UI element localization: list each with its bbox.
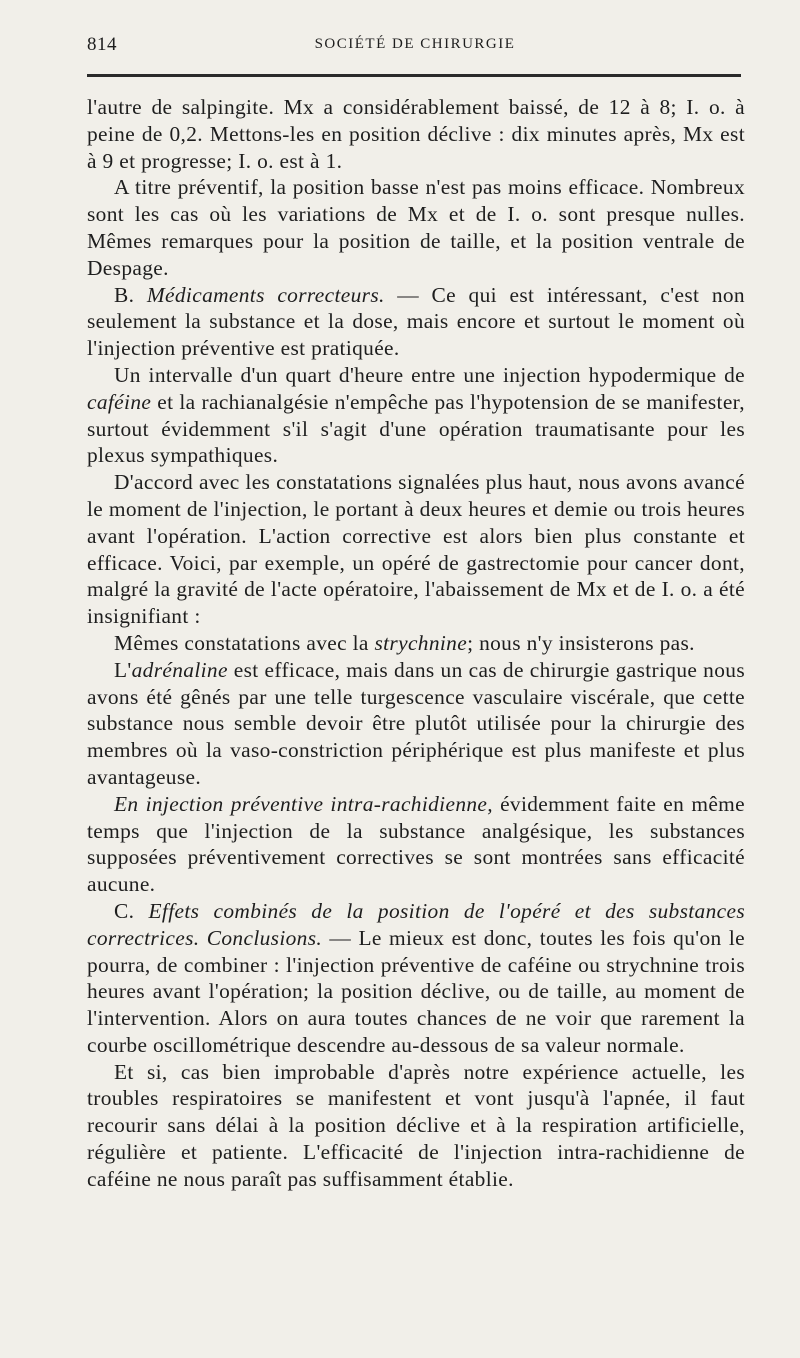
paragraph-p2 [87,174,745,281]
paragraph-p3 [87,282,745,362]
text-segment: D'accord avec les constatations signalées plus haut, nous avons avancé le moment de l'injection, le portant à deux heures et demie ou trois heures avant l'opération. L'action corrective est alors bien plus constante et efficace. Voici, par exemple, un opéré de gastrectomie pour cancer dont, malgré la gravité de l'acte opératoire, l'abaissement de Mx et de I. o. a été insignifiant : [87,470,745,629]
text-segment: C. [114,898,149,923]
page-header [87,30,743,60]
body-text [87,94,745,1193]
text-segment: — Le mieux est donc, toutes les fois qu'on le pourra, de combiner : l'injection préventive de caféine ou strychnine trois heures avant l'opération; la position déclive, ou de taille, au moment de l'intervention. Alors on aura toutes chances de ne voir que rarement la courbe oscillométrique descendre au-dessous de sa valeur normale. [87,925,745,1057]
text-segment: ; nous n'y insisterons pas. [467,630,695,655]
text-segment: et la rachianalgésie n'empêche pas l'hypotension de se manifester, surtout évidemment s'il s'agit d'une opération traumatisante pour les plexus sympathiques. [87,389,745,468]
text-segment: B. [114,282,147,307]
italic-text: En injection préventive intra-rachidienne, [114,791,493,816]
paragraph-p5 [87,469,745,630]
running-head: SOCIÉTÉ DE CHIRURGIE [314,36,516,52]
text-segment: L' [114,657,132,682]
italic-text: adrénaline [131,657,228,682]
text-segment: est efficace, mais dans un cas de chirurgie gastrique nous avons été gênés par une telle turgescence vasculaire viscérale, que cette substance nous semble devoir être plutôt utilisée pour la chirurgie des membres où la vaso-constriction périphérique est plus manifeste et plus avantageuse. [87,657,745,789]
header-rule [87,74,741,77]
paragraph-p1 [87,94,745,174]
italic-text: Médicaments correcteurs. [146,282,385,307]
paragraph-p8 [87,791,745,898]
text-segment: A titre préventif, la position basse n'est pas moins efficace. Nombreux sont les cas où les variations de Mx et de I. o. sont presque nulles. Mêmes remarques pour la position de taille, et la position ventrale de Despage. [87,175,745,280]
text-segment: l'autre de salpingite. Mx a considérablement baissé, de 12 à 8; I. o. à peine de 0,2. Mettons-les en position déclive : dix minutes après, Mx est à 9 et progresse; I. o. est à 1. [87,95,745,173]
italic-text: Effets combinés de la position de l'opéré et des substances correctrices. Conclusions. [87,898,746,950]
paragraph-p6 [87,630,745,657]
text-segment: évidemment faite en même temps que l'injection de la substance analgésique, les substances supposées préventivement correctives se sont montrées sans efficacité aucune. [87,791,745,897]
text-segment: — Ce qui est intéressant, c'est non seulement la substance et la dose, mais encore et surtout le moment où l'injection préventive est pratiquée. [87,282,745,361]
paragraph-p7 [87,657,745,791]
italic-text: strychnine [374,630,468,655]
text-segment: Et si, cas bien improbable d'après notre expérience actuelle, les troubles respiratoires se manifestent et vont jusqu'à l'apnée, il faut recourir sans délai à la position déclive et à la respiration artificielle, régulière et patiente. L'efficacité de l'injection intra-rachidienne de caféine ne nous paraît pas suffisamment établie. [87,1059,745,1191]
paragraph-p9 [87,898,745,1059]
paragraph-p10 [87,1059,745,1193]
text-segment: Un intervalle d'un quart d'heure entre une injection hypodermique de [114,362,745,387]
text-segment: Mêmes constatations avec la [114,630,375,655]
paragraph-p4 [87,362,745,469]
page-number: 814 [87,34,117,55]
italic-text: caféine [87,389,152,414]
